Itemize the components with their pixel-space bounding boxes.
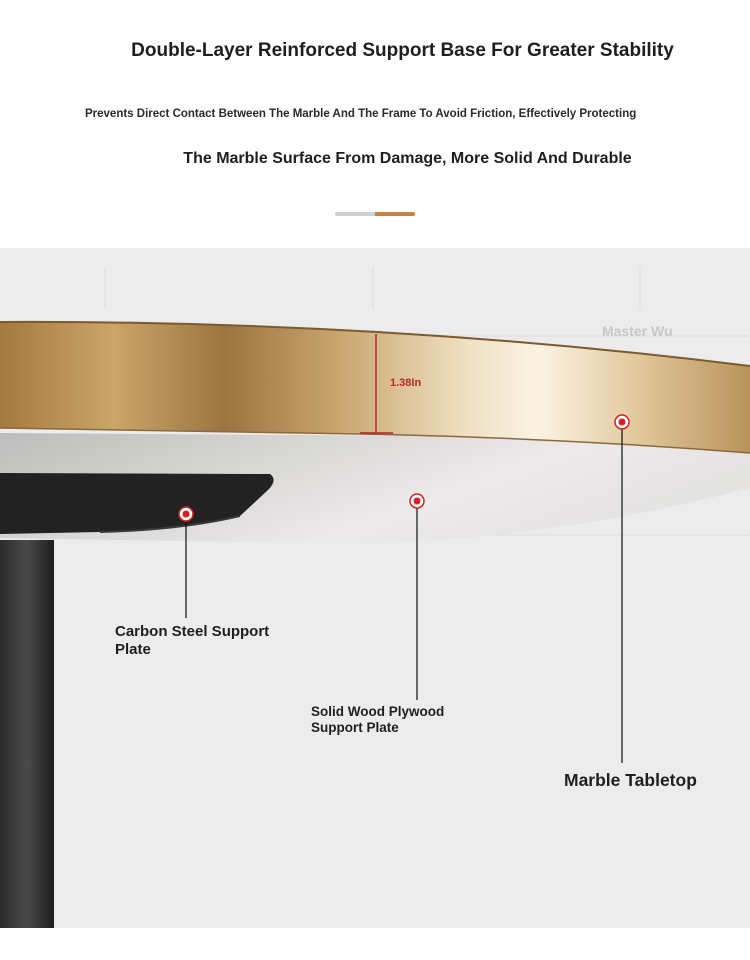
table-illustration: [0, 248, 750, 928]
indicator-active[interactable]: [375, 212, 415, 216]
label-marble: Marble Tabletop: [564, 770, 697, 790]
watermark-text: Master Wu: [602, 323, 673, 339]
table-leg: [0, 540, 54, 928]
carousel-indicator[interactable]: [335, 212, 415, 216]
measurement-label: 1.38In: [390, 377, 422, 389]
product-photo: [0, 248, 750, 928]
subtitle-line-2: The Marble Surface From Damage, More Solid And Durable: [183, 150, 632, 167]
subtitle-line-1: Prevents Direct Contact Between The Marble And The Frame To Avoid Friction, Effectively Protecting: [85, 108, 637, 120]
indicator-inactive[interactable]: [335, 212, 375, 216]
label-solid-wood: Solid Wood Plywood Support Plate: [311, 704, 445, 736]
label-carbon-steel: Carbon Steel Support Plate: [115, 623, 270, 658]
page-title: Double-Layer Reinforced Support Base For Greater Stability: [131, 40, 674, 61]
